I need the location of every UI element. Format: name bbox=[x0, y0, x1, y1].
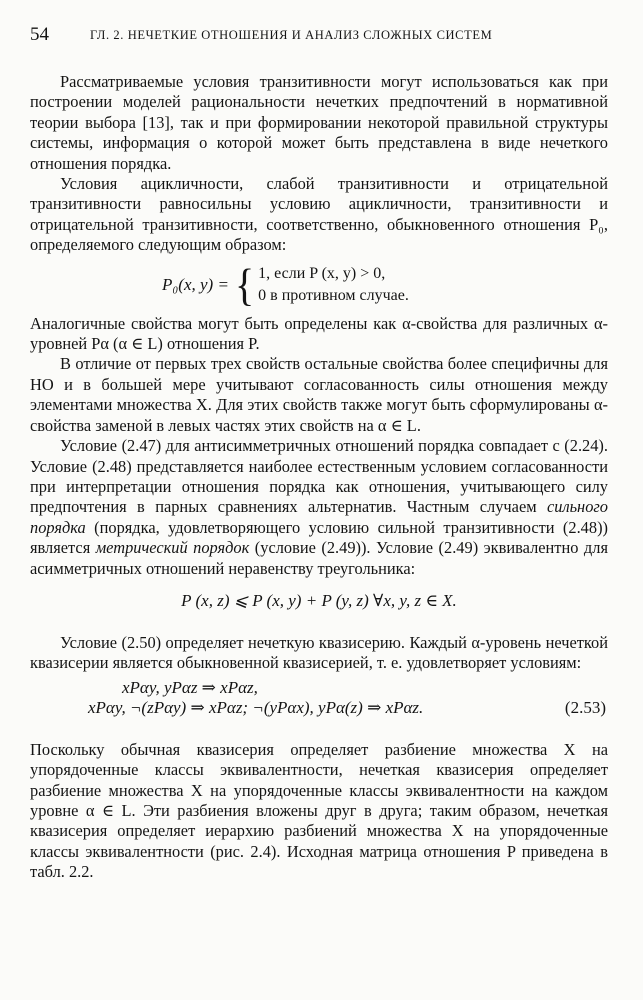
paragraph-acyclicity: Условия ацикличности, слабой транзитивности и отрицательной транзитивности равносильны условию ацикличности, транзитивности и отрицательной транзитивности, соответственно, обыкновенного отношения P₀, определяемого следующим образом: bbox=[30, 174, 608, 255]
paragraph-alpha-properties: Аналогичные свойства могут быть определены как α-свойства для различных α-уровней Pα (α ∈ L) отношения P. bbox=[30, 313, 608, 354]
paragraph-quasiseries: Условие (2.50) определяет нечеткую квазисерию. Каждый α-уровень нечеткой квазисерии является обыкновенной квазисерией, т. е. удовлетворяет условиям: bbox=[30, 632, 608, 673]
page-number: 54 bbox=[30, 24, 49, 45]
page-header bbox=[30, 24, 608, 50]
term-metric-order: метрический порядок bbox=[95, 538, 250, 558]
paragraph-conditions-part-2: (порядка, удовлетворяющего условию сильной транзитивности (2.48)) является bbox=[30, 517, 608, 558]
formula-p0-case-2: 0 в противном случае. bbox=[258, 286, 409, 304]
paragraph-conditions-part-3: (условие (2.49)). Условие (2.49) эквивалентно для асимметричных отношений неравенству треугольника: bbox=[30, 538, 608, 578]
paragraph-conditions bbox=[30, 436, 608, 579]
formula-quasi-line-2-row bbox=[88, 698, 606, 718]
paragraph-partition: Поскольку обычная квазисерия определяет разбиение множества X на упорядоченные классы эквивалентности, нечеткая квазисерия определяет разбиение множества X на упорядоченные классы эквивалентности на каждом уровне α ∈ L. Эти разбиения вложены друг в друга; таким образом, нечеткая квазисерия определяет иерархию разбиений множества X на упорядоченные классы эквивалентности (рис. 2.4). Исходная матрица отношения P приведена в табл. 2.2. bbox=[30, 739, 608, 882]
formula-p0-case-1: 1, если P (x, y) > 0, bbox=[258, 264, 386, 282]
formula-triangle-inequality: P (x, z) ⩽ P (x, y) + P (y, z) ∀x, y, z ∈ X. bbox=[181, 590, 457, 610]
formula-quasiseries-conditions bbox=[30, 678, 608, 718]
paragraph-conditions-part-1: Условие (2.47) для антисимметричных отношений порядка совпадает с (2.24). Условие (2.48) представляется наиболее естественным условием согласованности при интерпретации отношения порядка как отношения, учитывающего силу предпочтения в парных сравнениях альтернатив. Частным случаем bbox=[30, 436, 608, 517]
formula-p0-lhs: P₀(x, y) = bbox=[162, 274, 229, 294]
formula-p0-cases bbox=[258, 263, 409, 307]
formula-quasi-line-1: xPαy, yPαz ⇒ xPαz, bbox=[122, 677, 258, 697]
term-strong-order: сильного порядка bbox=[30, 497, 608, 537]
book-page bbox=[30, 24, 608, 883]
paragraph-specific-properties: В отличие от первых трех свойств остальные свойства более специфичны для НО и в большей мере учитывают согласованность силы отношения между элементами множества X. Для этих свойств также могут быть сформулированы α-свойства заменой в левых частях этих свойств на α ∈ L. bbox=[30, 354, 608, 435]
formula-p0-definition bbox=[162, 258, 608, 310]
formula-brace: { bbox=[234, 258, 255, 310]
equation-number: (2.53) bbox=[564, 697, 606, 717]
formula-quasi-line-2: xPαy, ¬(zPαy) ⇒ xPαz; ¬(yPαx), yPα(z) ⇒ xPαz. bbox=[88, 697, 424, 717]
running-title: ГЛ. 2. НЕЧЕТКИЕ ОТНОШЕНИЯ И АНАЛИЗ СЛОЖНЫХ СИСТЕМ bbox=[90, 28, 493, 42]
paragraph-transitivity-usage: Рассматриваемые условия транзитивности могут использоваться как при построении моделей рациональности нечетких предпочтений в нормативной теории выбора [13], так и при формировании некоторой правильной структуры системы, информация о которой может быть представлена в виде нечеткого отношения порядка. bbox=[30, 72, 608, 173]
